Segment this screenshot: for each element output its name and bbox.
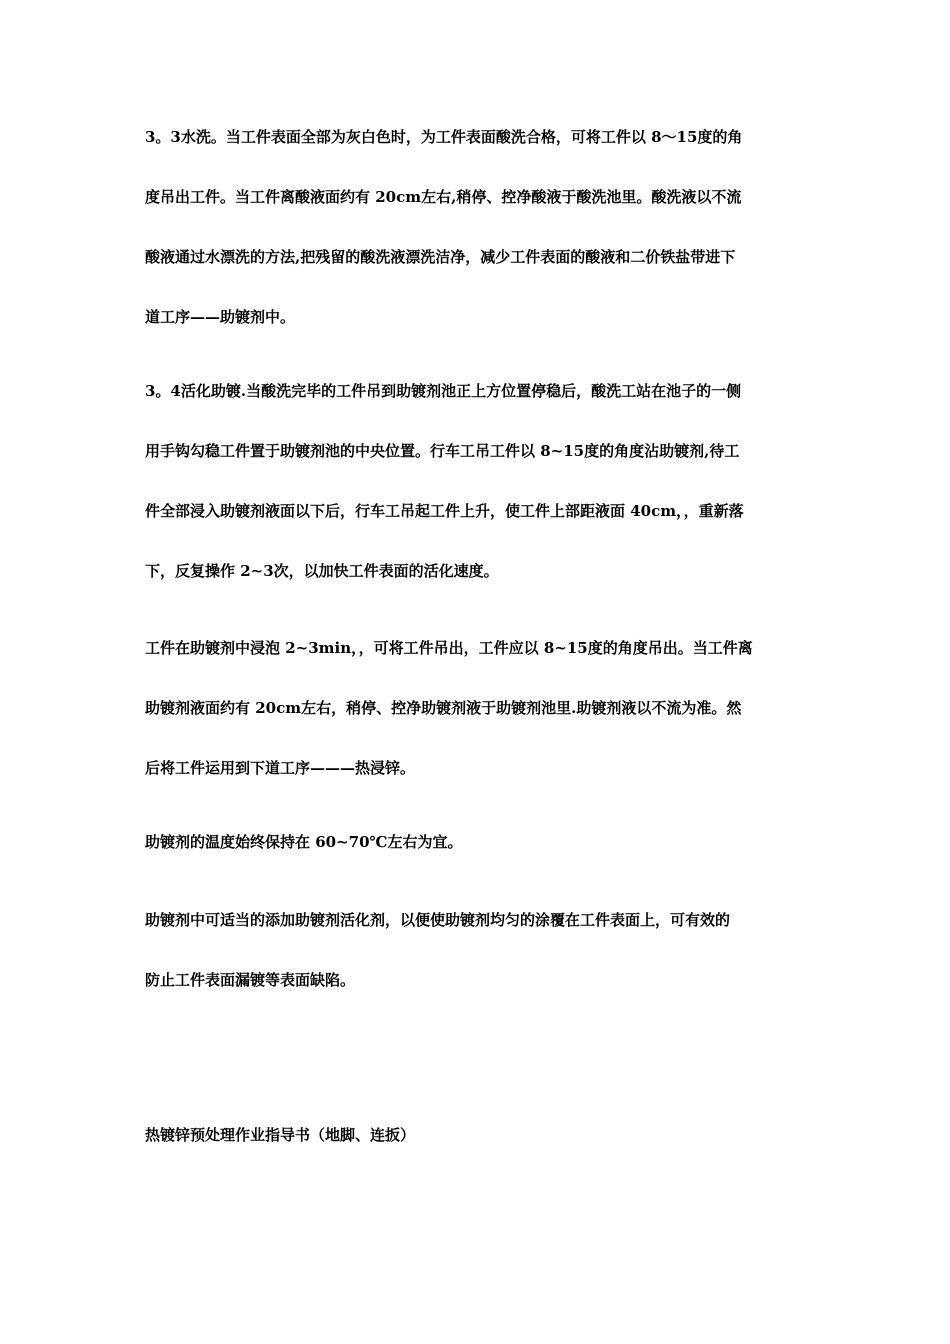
- paragraph-temperature-line-1: 助镀剂的温度始终保持在 60~70℃左右为宜。: [145, 833, 463, 851]
- paragraph-soak-line-1: 工件在助镀剂中浸泡 2~3min，，可将工件吊出，工件应以 8~15度的角度吊出。当工件离: [145, 639, 753, 657]
- paragraph-additive-line-1: 助镀剂中可适当的添加助镀剂活化剂，以便使助镀剂均匀的涂覆在工件表面上，可有效的: [145, 911, 731, 929]
- paragraph-water-wash-line-3: 酸液通过水漂洗的方法,把残留的酸洗液漂洗洁净，减少工件表面的酸液和二价铁盐带进下: [145, 248, 736, 266]
- document-title: 热镀锌预处理作业指导书（地脚、连扳）: [145, 1126, 416, 1144]
- paragraph-water-wash-line-4: 道工序——助镀剂中。: [145, 308, 296, 326]
- paragraph-activation-line-4: 下，反复操作 2~3次，以加快工件表面的活化速度。: [145, 562, 499, 580]
- paragraph-water-wash-line-1: 3。3水洗。当工件表面全部为灰白色时，为工件表面酸洗合格，可将工件以 8～15度的角: [145, 128, 743, 146]
- paragraph-activation-line-2: 用手钩勾稳工件置于助镀剂池的中央位置。行车工吊工件以 8~15度的角度沾助镀剂,待工: [145, 442, 740, 460]
- paragraph-activation-line-3: 件全部浸入助镀剂液面以下后，行车工吊起工件上升，使工件上部距液面 40cm，，重新落: [145, 502, 744, 520]
- paragraph-soak-line-3: 后将工件运用到下道工序———热浸锌。: [145, 759, 416, 777]
- paragraph-water-wash-line-2: 度吊出工件。当工件离酸液面约有 20cm左右,稍停、控净酸液于酸洗池里。酸洗液以不流: [145, 188, 742, 206]
- paragraph-additive-line-2: 防止工件表面漏镀等表面缺陷。: [145, 971, 356, 989]
- paragraph-activation-line-1: 3。4活化助镀.当酸洗完毕的工件吊到助镀剂池正上方位置停稳后，酸洗工站在池子的一侧: [145, 382, 742, 400]
- paragraph-soak-line-2: 助镀剂液面约有 20cm左右，稍停、控净助镀剂液于助镀剂池里.助镀剂液以不流为准。然: [145, 699, 742, 717]
